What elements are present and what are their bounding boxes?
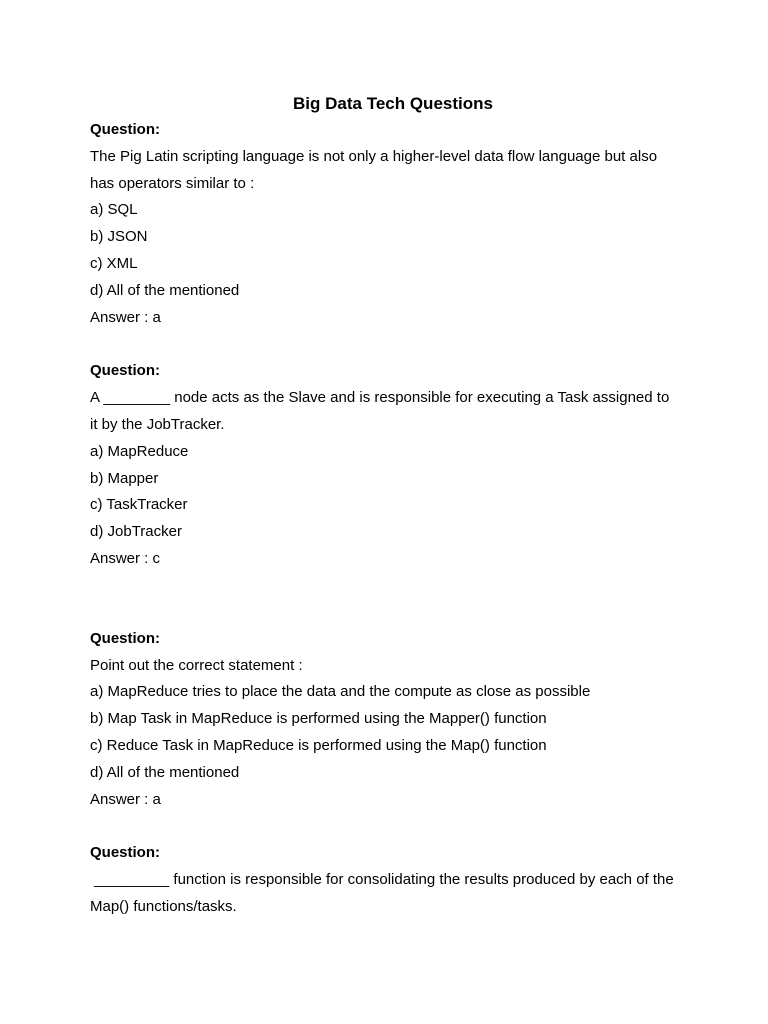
option-a: a) SQL: [90, 201, 138, 219]
question-text: The Pig Latin scripting language is not only a higher-level data flow language but also: [90, 147, 658, 165]
question-text: it by the JobTracker.: [90, 415, 225, 433]
option-b: b) Mapper: [90, 469, 159, 487]
option-d: d) All of the mentioned: [90, 763, 240, 781]
option-b: b) Map Task in MapReduce is performed using the Mapper() function: [90, 710, 547, 728]
spacer: [90, 813, 690, 840]
question-text: Point out the correct statement :: [90, 656, 303, 674]
question-label: Question:: [90, 121, 160, 138]
question-block: [90, 358, 690, 572]
answer-line: Answer : a: [90, 790, 161, 808]
option-d: d) JobTracker: [90, 523, 182, 541]
answer-line: Answer : c: [90, 549, 161, 567]
question-label: Question:: [90, 844, 160, 862]
question-block: [90, 626, 690, 814]
question-text: A ________ node acts as the Slave and is responsible for executing a Task assigned to: [90, 389, 670, 407]
option-c: c) TaskTracker: [90, 496, 188, 514]
spacer: [90, 573, 690, 626]
answer-line: Answer : a: [90, 308, 161, 326]
question-text: Map() functions/tasks.: [90, 897, 237, 915]
document-page: [90, 88, 690, 921]
option-b: b) JSON: [90, 228, 148, 246]
document-title: Big Data Tech Questions: [293, 94, 493, 113]
option-a: a) MapReduce: [90, 442, 189, 460]
option-c: c) Reduce Task in MapReduce is performed using the Map() function: [90, 736, 547, 754]
option-d: d) All of the mentioned: [90, 281, 240, 299]
question-text: has operators similar to :: [90, 174, 255, 192]
question-label: Question:: [90, 362, 160, 380]
question-block: [90, 840, 690, 920]
question-label: Question:: [90, 629, 160, 647]
option-c: c) XML: [90, 254, 138, 272]
question-block: [90, 117, 690, 331]
option-a: a) MapReduce tries to place the data and the compute as close as possible: [90, 683, 591, 701]
spacer: [90, 331, 690, 358]
question-text: _________ function is responsible for consolidating the results produced by each of the: [90, 871, 674, 889]
